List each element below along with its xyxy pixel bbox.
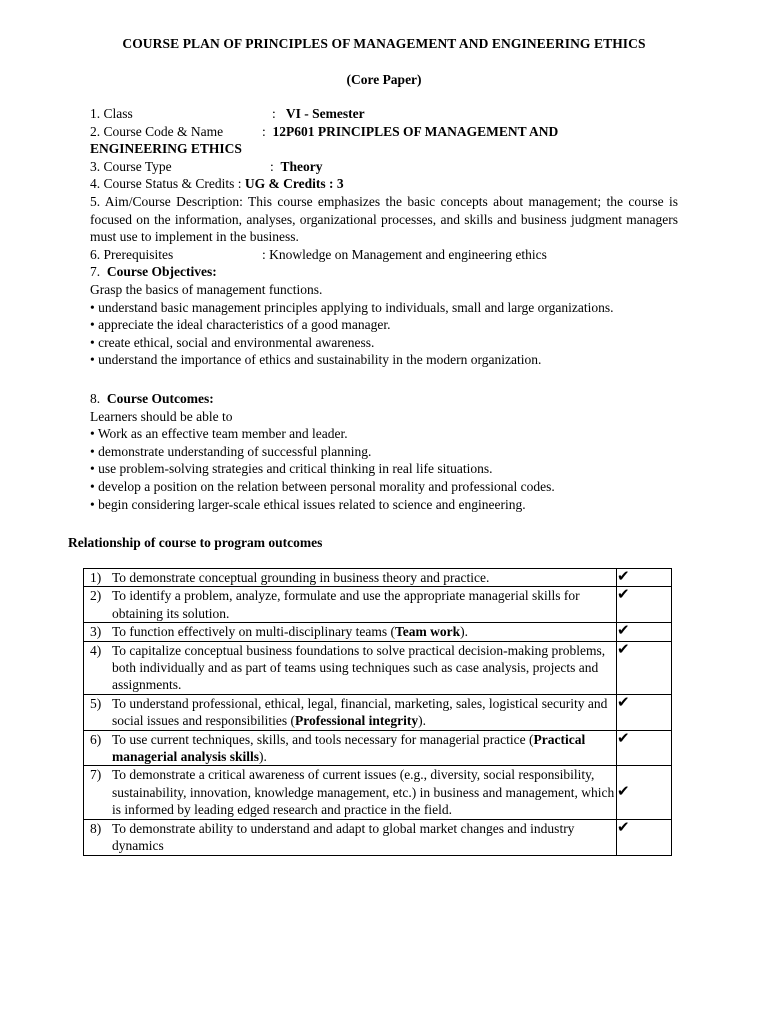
course-code-row: 2. Course Code & Name : 12P601 PRINCIPLES OF MANAGEMENT AND	[90, 123, 559, 139]
aim-description: 5. Aim/Course Description: This course emphasizes the basic concepts about management; the course is focused on the information, analyses, organizational processes, and skills and business judgment managers must use to implement in the business.	[90, 193, 678, 245]
table-row	[84, 623, 672, 641]
prerequisites-value: : Knowledge on Management and engineering ethics	[262, 246, 547, 262]
course-status-value: UG & Credits : 3	[244, 176, 344, 192]
row-text: To demonstrate conceptual grounding in business theory and practice.	[112, 570, 490, 585]
row-number: 1)	[90, 570, 102, 585]
outcome-item: • demonstrate understanding of successful planning.	[90, 443, 372, 459]
row-number: 6)	[90, 731, 102, 747]
prerequisites-label: 6. Prerequisites	[90, 246, 174, 262]
check-icon: ✔	[617, 587, 672, 623]
objectives-intro: Grasp the basics of management functions.	[90, 281, 323, 297]
table-row	[84, 819, 672, 855]
class-label: 1. Class	[90, 106, 133, 121]
objectives-heading-row	[90, 263, 678, 281]
class-row: 1. Class : VI - Semester	[90, 106, 365, 121]
course-outcomes	[90, 390, 678, 513]
objective-item: • create ethical, social and environmental awareness.	[90, 334, 375, 350]
course-status-row: 4. Course Status & Credits : UG & Credits : 3	[90, 176, 344, 192]
row-number: 7)	[90, 767, 102, 783]
outcome-item: • Work as an effective team member and leader.	[90, 426, 348, 442]
row-bold-text: Team work	[394, 624, 461, 640]
row-text: To understand professional, ethical, legal, financial, marketing, sales, logistical security and social issues and responsibilities (	[112, 695, 608, 729]
course-details	[90, 105, 678, 369]
outcomes-heading-row	[90, 390, 678, 408]
course-code-label: 2. Course Code & Name	[90, 123, 224, 139]
table-row	[84, 766, 672, 819]
check-icon: ✔	[617, 569, 672, 587]
check-icon: ✔	[617, 623, 672, 641]
table-row	[84, 641, 672, 694]
check-icon: ✔	[617, 641, 672, 694]
row-number: 2)	[90, 588, 102, 604]
row-text: To use current techniques, skills, and tools necessary for managerial practice (	[112, 731, 534, 747]
check-icon: ✔	[617, 730, 672, 766]
row-number: 8)	[90, 820, 102, 836]
row-tail: ).	[259, 749, 267, 765]
row-bold-text: Professional integrity	[294, 713, 419, 729]
outcomes-number: 8.	[90, 391, 101, 406]
objective-item: • understand basic management principles applying to individuals, small and large organizations.	[90, 299, 614, 315]
prerequisites-row	[90, 246, 678, 264]
row-text: To function effectively on multi-disciplinary teams (	[112, 624, 395, 640]
check-icon: ✔	[617, 766, 672, 819]
objective-item: • appreciate the ideal characteristics of a good manager.	[90, 317, 391, 333]
table-row	[84, 694, 672, 730]
check-icon: ✔	[617, 819, 672, 855]
row-text: To demonstrate ability to understand and adapt to global market changes and industry dynamics	[112, 820, 575, 854]
table-row	[84, 730, 672, 766]
course-code-value: 12P601 PRINCIPLES OF MANAGEMENT AND	[272, 123, 559, 139]
program-outcomes-table	[83, 568, 672, 856]
outcome-item: • develop a position on the relation between personal morality and professional codes.	[90, 478, 555, 494]
course-status-label: 4. Course Status & Credits	[90, 176, 235, 192]
row-text: To demonstrate a critical awareness of current issues (e.g., diversity, social responsibility, sustainability, innovation, knowledge management, etc.) in business and management, which is informed by leading edged research and practice in the field.	[112, 767, 615, 818]
document-subtitle: (Core Paper)	[346, 72, 422, 87]
row-tail: ).	[460, 624, 468, 640]
check-icon: ✔	[617, 694, 672, 730]
objective-item: • understand the importance of ethics and sustainability in the modern organization.	[90, 352, 542, 368]
row-bold-text: Practical managerial analysis skills	[112, 731, 586, 765]
relationship-heading: Relationship of course to program outcomes	[68, 535, 323, 550]
course-type-label: 3. Course Type	[90, 158, 172, 174]
objectives-number: 7.	[90, 264, 101, 280]
row-number: 5)	[90, 695, 102, 711]
row-text: To identify a problem, analyze, formulate and use the appropriate managerial skills for obtaining its solution.	[112, 588, 580, 621]
course-code-value-cont: ENGINEERING ETHICS	[90, 141, 242, 157]
row-number: 4)	[90, 642, 102, 658]
outcome-item: • use problem-solving strategies and critical thinking in real life situations.	[90, 461, 493, 477]
outcome-item: • begin considering larger-scale ethical issues related to science and engineering.	[90, 496, 526, 512]
row-text: To capitalize conceptual business foundations to solve practical decision-making problems, both individually and as part of teams using techniques such as case analysis, projects and assignments.	[112, 642, 606, 693]
table-row	[84, 587, 672, 623]
class-value: VI - Semester	[285, 106, 365, 121]
row-tail: ).	[418, 713, 426, 729]
objectives-heading: Course Objectives:	[106, 264, 217, 280]
outcomes-heading: Course Outcomes:	[106, 391, 214, 406]
course-type-row: 3. Course Type : Theory	[90, 158, 323, 174]
row-number: 3)	[90, 624, 102, 640]
course-type-value: Theory	[280, 158, 323, 174]
outcomes-intro: Learners should be able to	[90, 408, 233, 424]
table-row	[84, 569, 672, 587]
document-title: COURSE PLAN OF PRINCIPLES OF MANAGEMENT AND ENGINEERING ETHICS	[122, 36, 646, 51]
